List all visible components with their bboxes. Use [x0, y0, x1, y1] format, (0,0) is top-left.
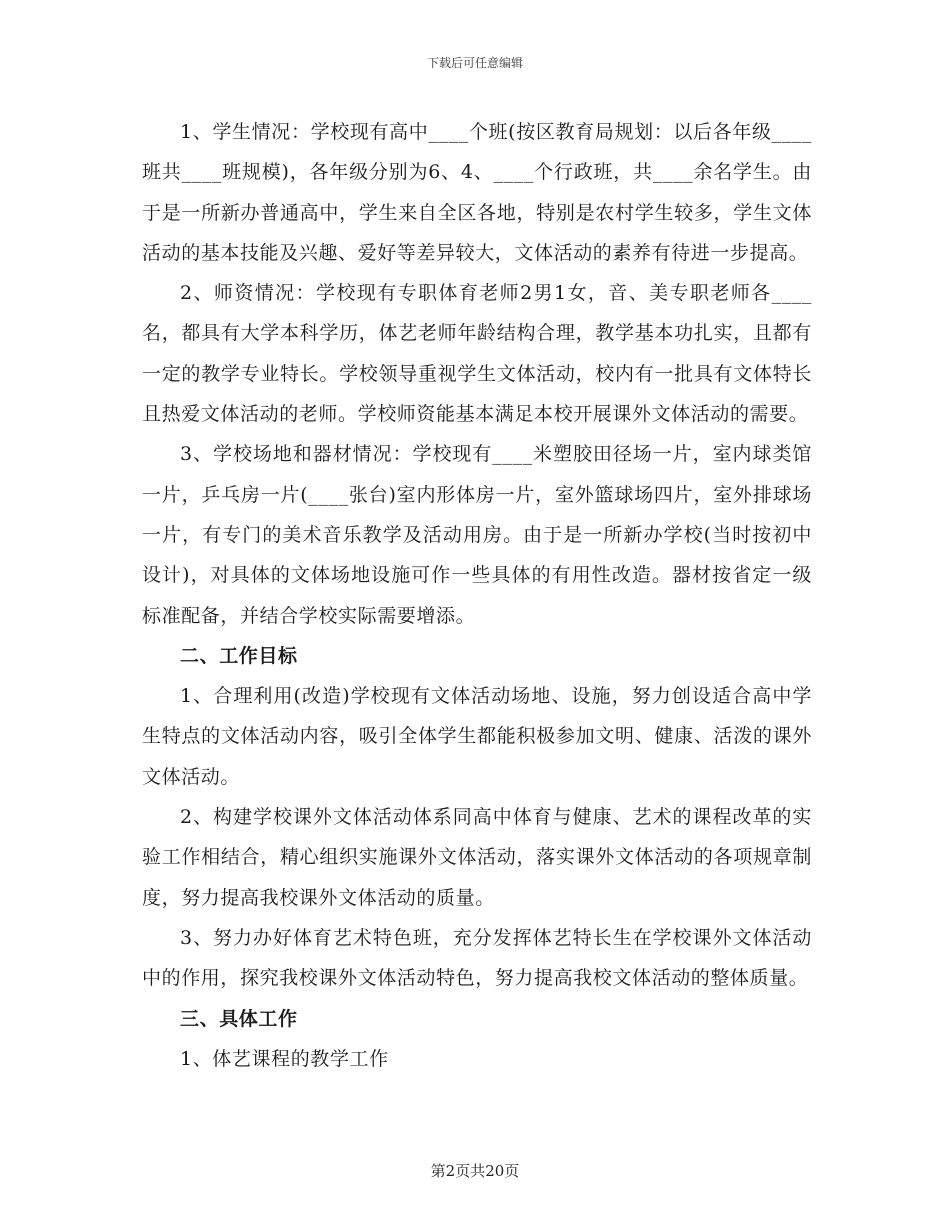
page-number-footer: 第2页共20页: [430, 1162, 520, 1180]
section-heading-specific-work: 三、具体工作: [180, 1007, 298, 1030]
page-header-note: 下载后可任意编辑: [426, 56, 523, 70]
paragraph-facilities-situation: 3、学校场地和器材情况：学校现有____米塑胶田径场一片，室内球类馆一片，乒乓房一片(____张台)室内形体房一片，室外篮球场四片，室外排球场一片，有专门的美术音乐教学及活动用房。由于是一所新办学校(当时按初中设计)，对具体的文体场地设施可作一些具体的有用性改造。器材按省定一级标准配备，并结合学校实际需要增添。: [142, 443, 812, 627]
section-heading-work-goals: 二、工作目标: [180, 644, 298, 667]
paragraph-goal-2: 2、构建学校课外文体活动体系同高中体育与健康、艺术的课程改革的实验工作相结合，精心组织实施课外文体活动，落实课外文体活动的各项规章制度，努力提高我校课外文体活动的质量。: [142, 806, 812, 909]
paragraph-student-situation: 1、学生情况：学校现有高中____个班(按区教育局规划：以后各年级____班共____班规模)，各年级分别为6、4、____个行政班，共____余名学生。由于是一所新办普通高中，学生来自全区各地，特别是农村学生较多，学生文体活动的基本技能及兴趣、爱好等差异较大，文体活动的素养有待进一步提高。: [142, 121, 812, 264]
paragraph-teacher-situation: 2、师资情况：学校现有专职体育老师2男1女，音、美专职老师各____名，都具有大学本科学历，体艺老师年龄结构合理，教学基本功扎实，且都有一定的教学专业特长。学校领导重视学生文体活动，校内有一批具有文体特长且热爱文体活动的老师。学校师资能基本满足本校开展课外文体活动的需要。: [142, 282, 812, 426]
paragraph-goal-1: 1、合理利用(改造)学校现有文体活动场地、设施，努力创设适合高中学生特点的文体活动内容，吸引全体学生都能积极参加文明、健康、活泼的课外文体活动。: [142, 685, 812, 788]
paragraph-teaching-work: 1、体艺课程的教学工作: [180, 1047, 389, 1070]
paragraph-goal-3: 3、努力办好体育艺术特色班，充分发挥体艺特长生在学校课外文体活动中的作用，探究我校课外文体活动特色，努力提高我校文体活动的整体质量。: [142, 926, 812, 990]
document-body: [142, 112, 812, 1079]
